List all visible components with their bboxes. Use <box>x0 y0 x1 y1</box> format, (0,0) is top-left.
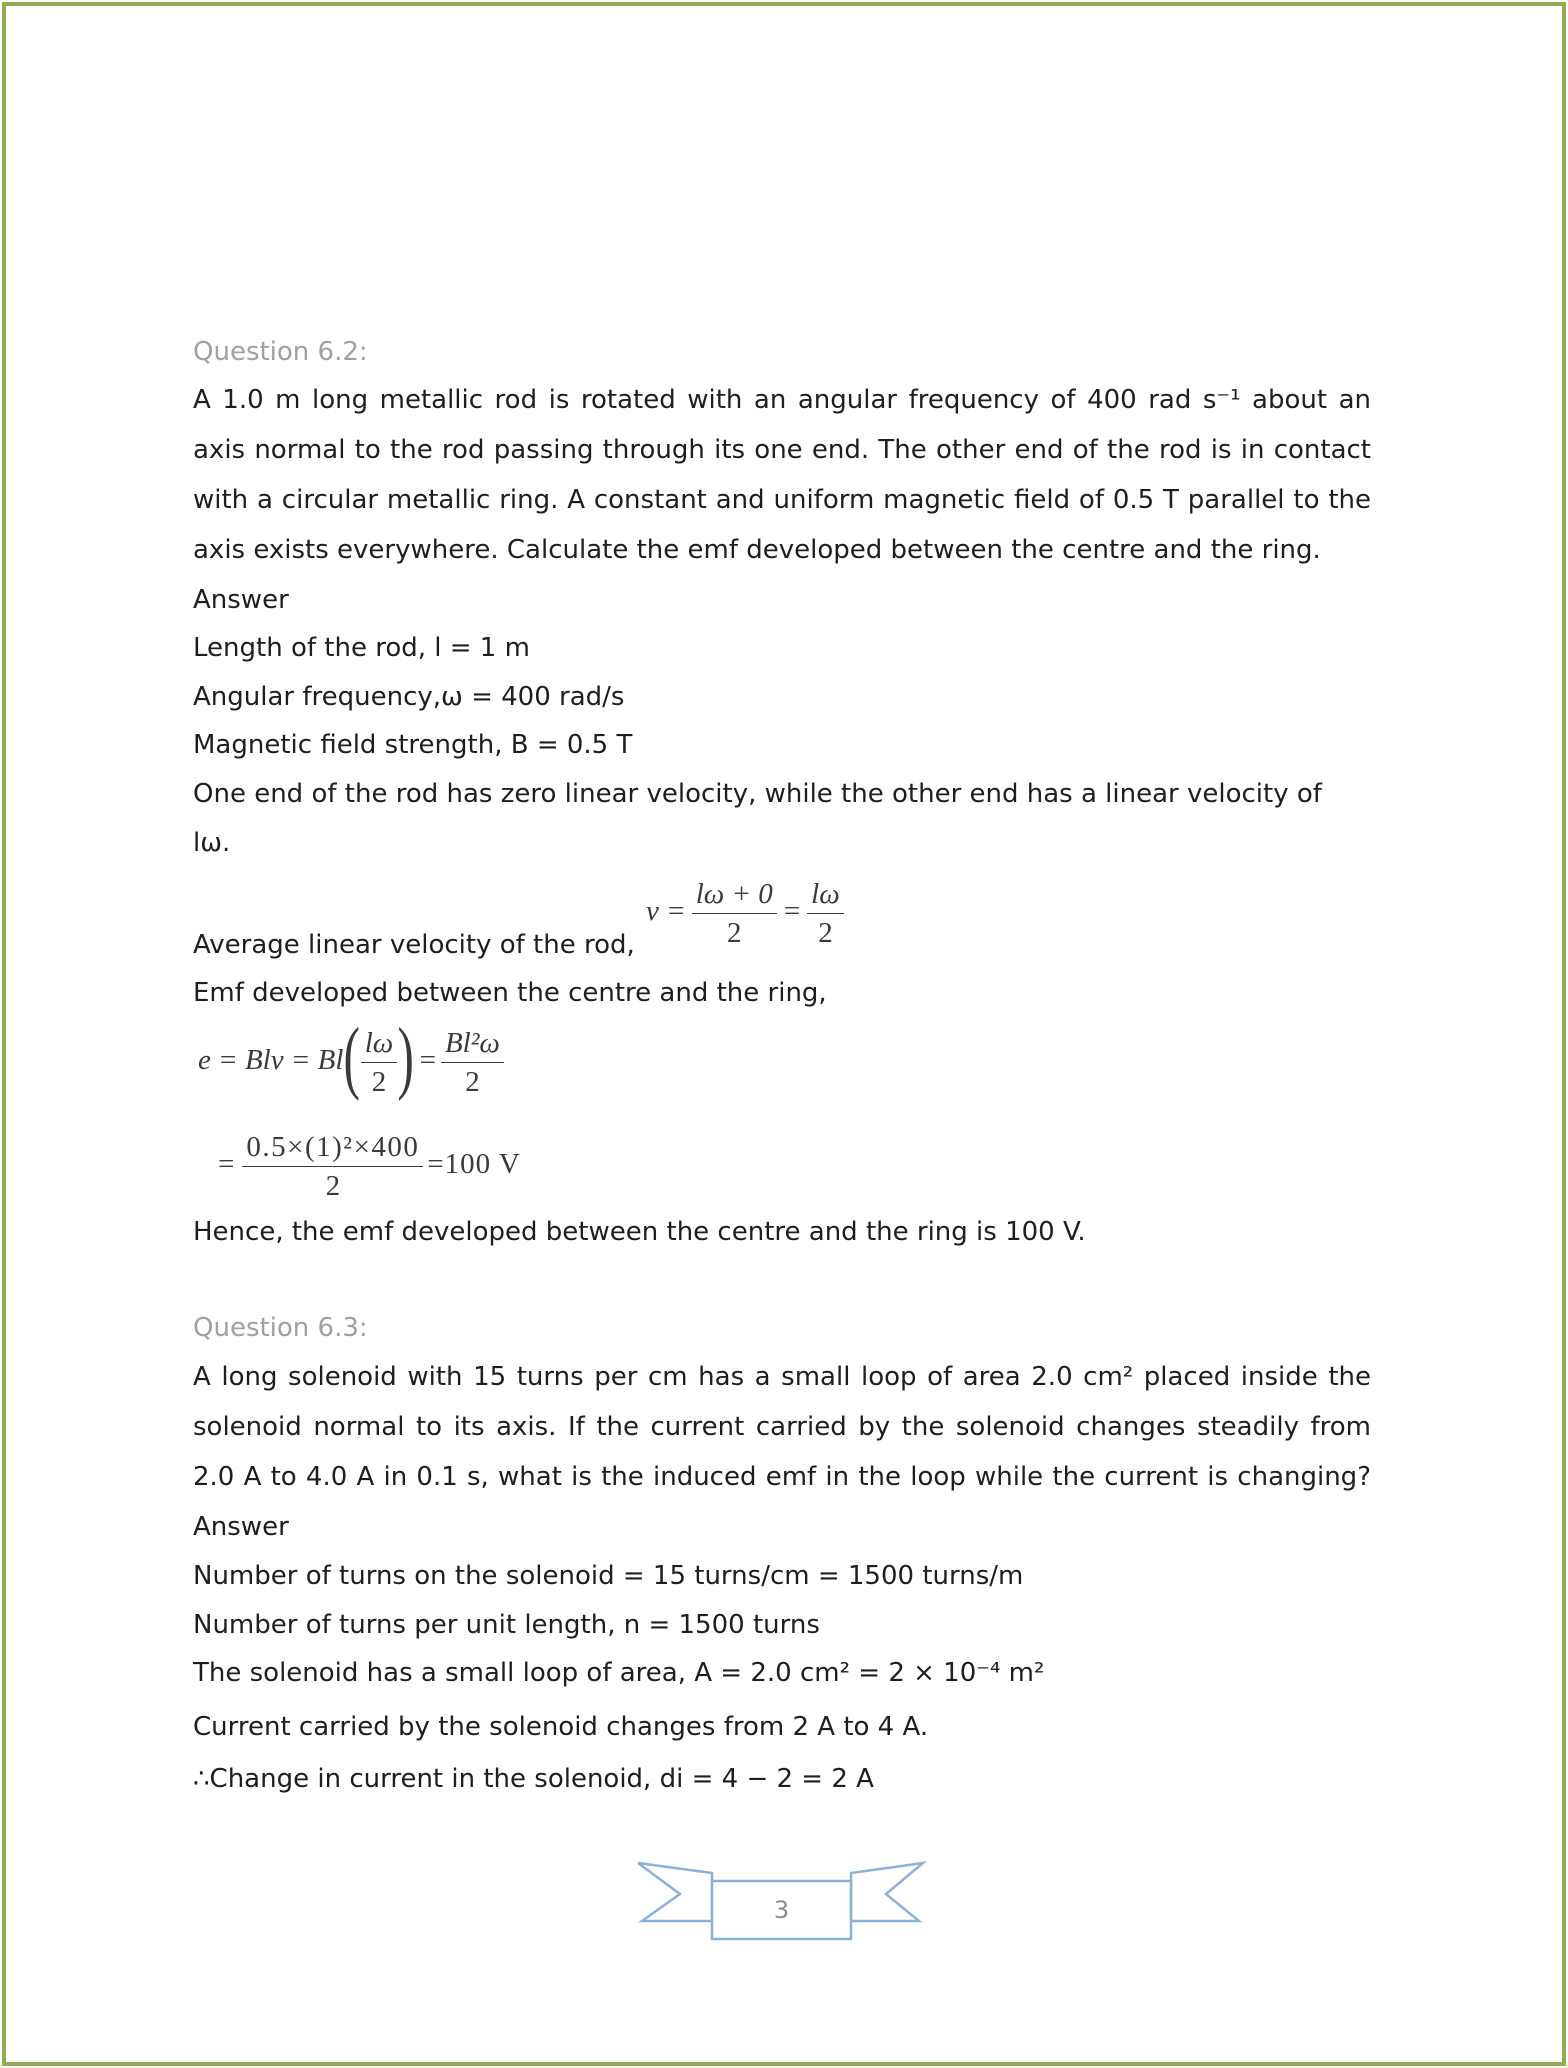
fraction-denominator: 2 <box>242 1166 423 1205</box>
fraction-numerator: lω + 0 <box>695 878 773 910</box>
velocity-note-line: One end of the rod has zero linear velocity, while the other end has a linear velocity of <box>193 779 1322 809</box>
given-value-line: Magnetic field strength, B = 0.5 T <box>193 730 633 760</box>
question-text-line: with a circular metallic ring. A constant and uniform magnetic field of 0.5 T parallel to the <box>193 485 1371 515</box>
fraction-denominator: 2 <box>441 1062 504 1101</box>
question-text-line: axis exists everywhere. Calculate the emf developed between the centre and the ring. <box>193 535 1321 565</box>
equals-sign: = <box>218 1148 235 1180</box>
fraction-numerator: 0.5×(1)²×400 <box>246 1131 420 1163</box>
question-text-line: 2.0 A to 4.0 A in 0.1 s, what is the induced emf in the loop while the current is changing? <box>193 1462 1371 1492</box>
velocity-note-line: lω. <box>193 828 231 858</box>
solution-line: Current carried by the solenoid changes from 2 A to 4 A. <box>193 1712 929 1742</box>
fraction-denominator: 2 <box>692 913 777 952</box>
question-heading: Question 6.3: <box>193 1313 368 1343</box>
page-number: 3 <box>773 1896 790 1924</box>
equation-result: =100 V <box>427 1148 521 1180</box>
close-parenthesis: ) <box>397 1010 415 1102</box>
fraction <box>361 1024 398 1101</box>
solution-line: Number of turns on the solenoid = 15 turns/cm = 1500 turns/m <box>193 1561 1024 1591</box>
fraction <box>242 1128 423 1205</box>
question-text-line: A 1.0 m long metallic rod is rotated with an angular frequency of 400 rad s⁻¹ about an <box>193 385 1371 415</box>
question-text-line: axis normal to the rod passing through its one end. The other end of the rod is in contact <box>193 435 1371 465</box>
equals-sign: = <box>419 1044 436 1076</box>
fraction-numerator: Bl²ω <box>444 1027 500 1059</box>
emf-formula-equation <box>198 1010 504 1102</box>
ribbon-left-tail <box>638 1863 712 1921</box>
answer-label: Answer <box>193 1512 289 1542</box>
conclusion-line: Hence, the emf developed between the centre and the ring is 100 V. <box>193 1217 1086 1247</box>
emf-value-equation <box>218 1128 521 1205</box>
fraction <box>692 875 777 952</box>
equation-lhs: v = <box>646 895 686 927</box>
ribbon-right-tail <box>851 1863 923 1921</box>
emf-label: Emf developed between the centre and the ring, <box>193 978 827 1008</box>
open-parenthesis: ( <box>343 1010 361 1102</box>
fraction <box>807 875 844 952</box>
average-velocity-label: Average linear velocity of the rod, <box>193 930 635 960</box>
equation-lhs: e = Blv = Bl <box>198 1044 344 1076</box>
solution-line: Number of turns per unit length, n = 1500 turns <box>193 1610 820 1640</box>
given-value-line: Angular frequency,ω = 400 rad/s <box>193 682 625 712</box>
question-text-line: A long solenoid with 15 turns per cm has a small loop of area 2.0 cm² placed inside the <box>193 1362 1371 1392</box>
fraction-denominator: 2 <box>807 913 844 952</box>
fraction-numerator: lω <box>811 878 840 910</box>
fraction-numerator: lω <box>364 1027 394 1059</box>
question-text-line: solenoid normal to its axis. If the current carried by the solenoid changes steadily from <box>193 1412 1371 1442</box>
solution-line: ∴Change in current in the solenoid, di = 4 − 2 = 2 A <box>193 1764 874 1794</box>
average-velocity-equation <box>646 875 844 952</box>
question-heading: Question 6.2: <box>193 337 368 367</box>
given-value-line: Length of the rod, l = 1 m <box>193 633 530 663</box>
solution-line: The solenoid has a small loop of area, A = 2.0 cm² = 2 × 10⁻⁴ m² <box>193 1658 1045 1688</box>
answer-label: Answer <box>193 585 289 615</box>
fraction <box>441 1024 504 1101</box>
fraction-denominator: 2 <box>361 1062 398 1101</box>
equals-sign: = <box>783 895 801 927</box>
